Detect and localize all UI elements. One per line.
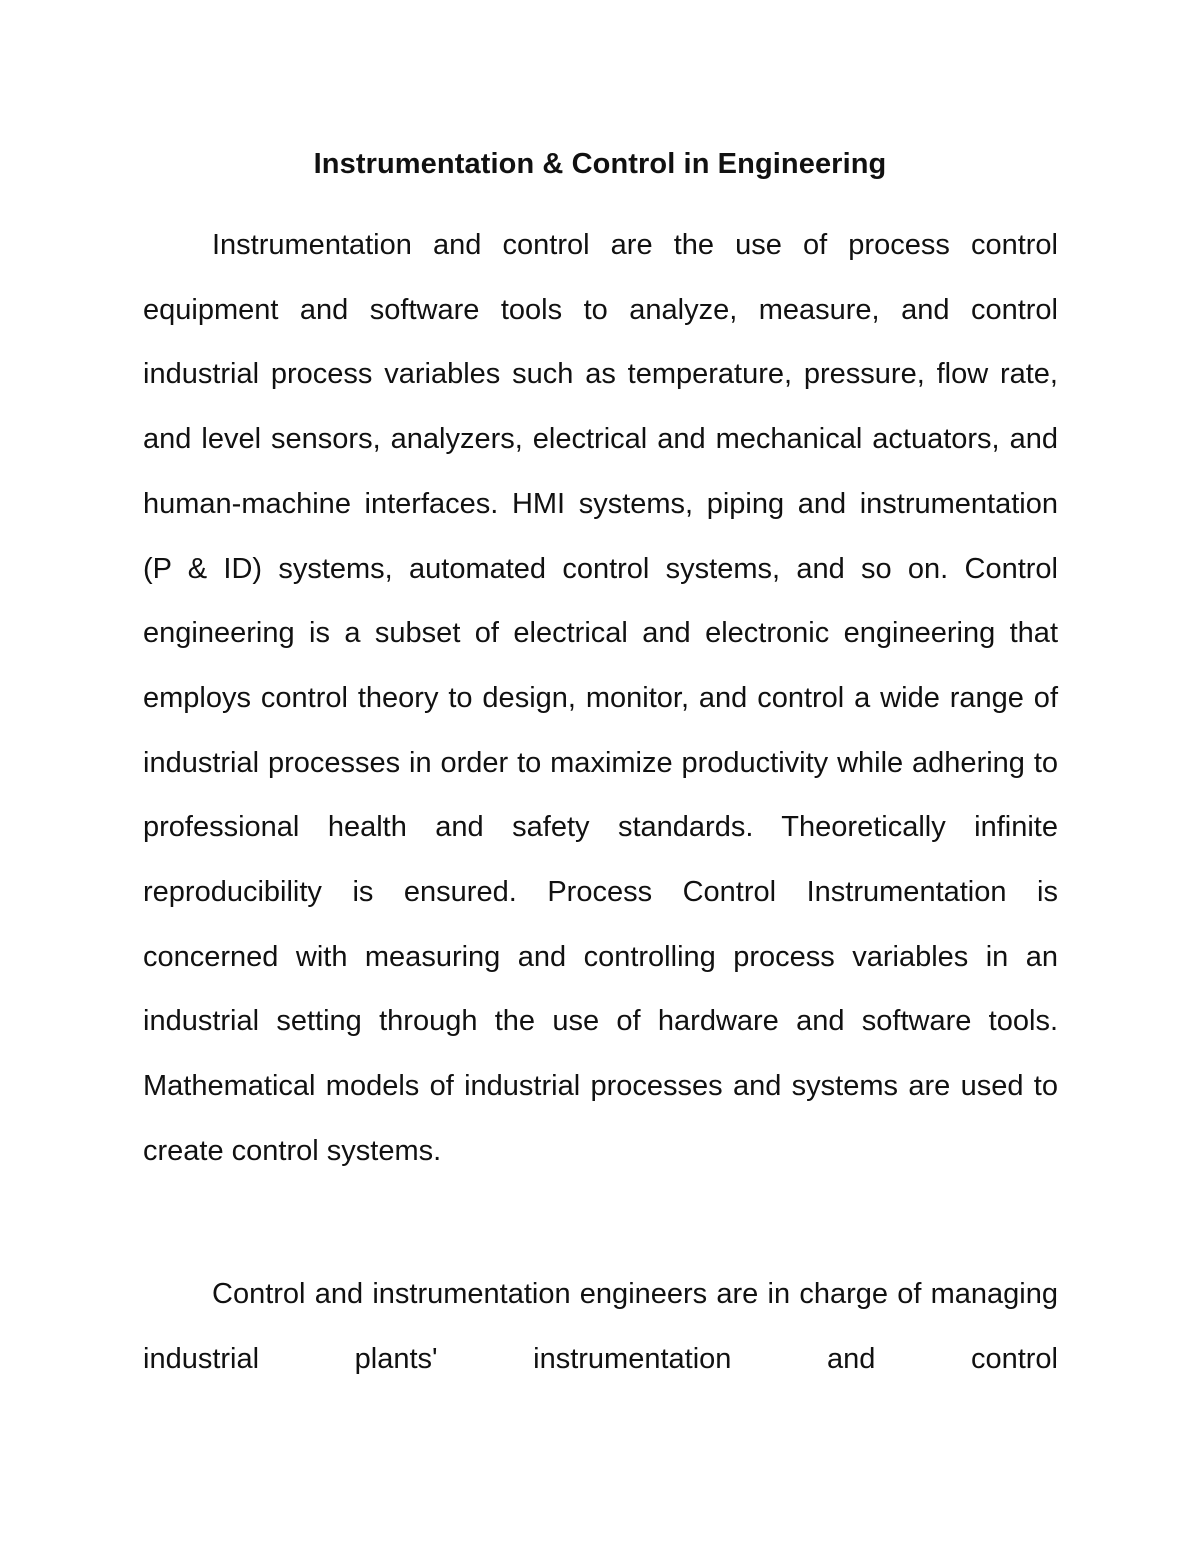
paragraph-1: Instrumentation and control are the use of process control equipment and software tools to analyze, measure, and control industrial process variables such as temperature, pressure, flow rate, and level sensors, analyzers, electrical and mechanical actuators, and human-machine interfaces. HMI systems, piping and instrumentation (P & ID) systems, automated control systems, and so on. Control engineering is a subset of electrical and electronic engineering that employs control theory to design, monitor, and control a wide range of industrial processes in order to maximize productivity while adhering to professional health and safety standards. Theoretically infinite reproducibility is ensured. Process Control Instrumentation is concerned with measuring and controlling process variables in an industrial setting through the use of hardware and software tools. Mathematical models of industrial processes and systems are used to create control systems. [143,229,1058,1167]
paragraph-2: Control and instrumentation engineers are in charge of managing industrial plants' instrumentation and control [143,1278,1058,1375]
document-title: Instrumentation & Control in Engineering [313,148,887,180]
